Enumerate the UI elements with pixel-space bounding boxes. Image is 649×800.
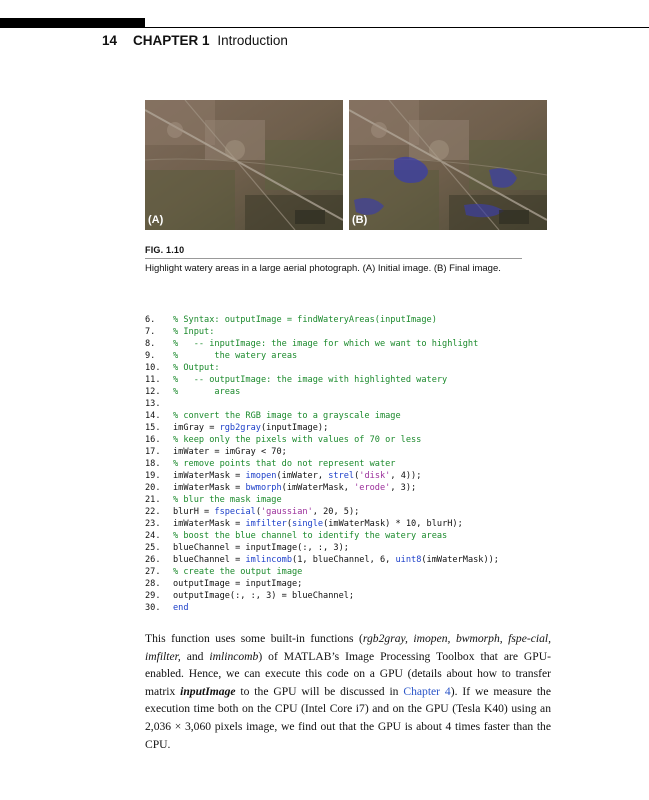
para-functions-1: rgb2gray, imopen, bwmorph, fspe-cial, imfilter, [145,632,551,663]
code-line-number: 25. [145,543,161,553]
body-paragraph [145,630,551,753]
code-string: 'gaussian' [261,507,313,517]
code-keyword: strel [328,471,355,481]
code-comment: % -- outputImage: the image with highlighted watery [173,375,448,385]
code-keyword: rgb2gray [219,423,261,433]
code-comment: % remove points that do not represent water [173,459,396,469]
code-comment: % Syntax: outputImage = findWateryAreas(inputImage) [173,315,437,325]
code-line-number: 12. [145,387,161,397]
code-line-number: 30. [145,603,161,613]
code-text: , 3); [390,483,417,493]
code-line [145,326,499,338]
code-line-number: 6. [145,315,156,325]
code-line [145,494,499,506]
para-text-5: ). If we measure the execution time both on the CPU (Intel Core i7) and on the GPU (Tesla K40) using an 2,036 × 3,060 pixels image, we find out that the GPU is about 4 times faster than the CPU. [145,684,551,751]
code-text: imWaterMask = [173,519,246,529]
code-comment: % -- inputImage: the image for which we want to highlight [173,339,479,349]
code-line [145,458,499,470]
code-line-number: 14. [145,411,161,421]
figure-caption: Highlight watery areas in a large aerial photograph. (A) Initial image. (B) Final image. [145,263,501,274]
code-line [145,446,499,458]
figure-panel-a [145,100,343,230]
code-text: (imWaterMask, [281,483,355,493]
aerial-photo-initial [145,100,343,230]
code-keyword: fspecial [214,507,256,517]
running-header [102,33,288,49]
code-line [145,374,499,386]
code-line [145,506,499,518]
code-line-number: 22. [145,507,161,517]
code-line-number: 18. [145,459,161,469]
code-line-number: 23. [145,519,161,529]
code-line-number: 20. [145,483,161,493]
code-line-number: 21. [145,495,161,505]
code-line [145,518,499,530]
chapter-title: Introduction [217,33,288,48]
code-line [145,554,499,566]
code-text: imWaterMask = [173,471,246,481]
aerial-photo-final [349,100,547,230]
code-line [145,470,499,482]
header-bar [0,18,145,28]
code-comment: % Input: [173,327,215,337]
header-rule [145,27,649,28]
para-text-2: and [180,649,210,663]
code-line [145,542,499,554]
code-string: 'erode' [354,483,391,493]
code-comment: % convert the RGB image to a grayscale image [173,411,401,421]
code-line [145,578,499,590]
code-line [145,422,499,434]
code-line-number: 29. [145,591,161,601]
code-line-number: 15. [145,423,161,433]
chapter-4-link[interactable]: Chapter 4 [403,684,451,698]
code-keyword: bwmorph [245,483,282,493]
code-keyword: end [173,603,189,613]
code-text: ( [354,471,360,481]
code-line [145,398,499,410]
code-line-number: 11. [145,375,161,385]
code-line-number: 27. [145,567,161,577]
code-line-number: 8. [145,339,156,349]
code-text: imWater = imGray < 70; [173,447,287,457]
para-variable: inputImage [180,684,236,698]
code-text: blurH = [173,507,215,517]
code-text: ( [255,507,261,517]
code-comment: % the watery areas [173,351,298,361]
figure-label: FIG. 1.10 [145,245,185,255]
panel-b-label: (B) [352,214,368,226]
code-line-number: 10. [145,363,161,373]
para-text-1: This function uses some built-in functions ( [145,632,363,645]
code-line-number: 28. [145,579,161,589]
code-text: imGray = [173,423,220,433]
code-line [145,338,499,350]
code-text: , 20, 5); [312,507,360,517]
code-line-number: 26. [145,555,161,565]
para-text-4: to the GPU will be discussed in [235,684,404,698]
code-comment: % keep only the pixels with values of 70 or less [173,435,422,445]
code-line [145,362,499,374]
code-line-number: 13. [145,399,161,409]
code-text: (imWaterMask)); [421,555,499,565]
code-line [145,434,499,446]
code-text: outputImage = inputImage; [173,579,303,589]
code-keyword: uint8 [395,555,422,565]
code-line-number: 19. [145,471,161,481]
code-line-number: 9. [145,351,156,361]
code-keyword: imlincomb [245,555,293,565]
page-number: 14 [102,33,118,48]
code-comment: % create the output image [173,567,303,577]
code-text: outputImage(:, :, 3) = blueChannel; [173,591,355,601]
code-text: (imWaterMask) * 10, blurH); [323,519,463,529]
code-text: blueChannel = inputImage(:, :, 3); [173,543,349,553]
figure-panel-b [349,100,547,230]
code-keyword: imopen [245,471,277,481]
code-text: (inputImage); [260,423,329,433]
code-text: blueChannel = [173,555,246,565]
code-line [145,530,499,542]
code-keyword: imfilter [245,519,287,529]
code-line-number: 16. [145,435,161,445]
code-text: , 4)); [390,471,422,481]
code-line-number: 7. [145,327,156,337]
code-line [145,410,499,422]
para-functions-2: imlincomb [209,649,259,663]
code-line [145,350,499,362]
code-line-number: 24. [145,531,161,541]
code-text: ( [286,519,293,529]
code-comment: % boost the blue channel to identify the watery areas [173,531,448,541]
code-text: (1, blueChannel, 6, [292,555,396,565]
code-line [145,602,499,614]
code-comment: % blur the mask image [173,495,282,505]
figure-caption-rule [145,258,522,259]
code-text: imWaterMask = [173,483,246,493]
panel-a-label: (A) [148,214,164,226]
code-line [145,314,499,326]
code-keyword: single [292,519,324,529]
code-comment: % areas [173,387,241,397]
code-comment: % Output: [173,363,220,373]
code-line [145,482,499,494]
para-text-3: ) of MATLAB’s Image Processing Toolbox that are GPU-enabled. Hence, we can execute this code on a GPU (details about how to transfer matrix [145,649,551,698]
chapter-label: CHAPTER 1 [133,33,210,48]
code-line [145,386,499,398]
code-line [145,566,499,578]
code-line-number: 17. [145,447,161,457]
code-listing [145,314,499,614]
code-string: 'disk' [359,471,391,481]
code-text: (imWater, [276,471,329,481]
code-line [145,590,499,602]
